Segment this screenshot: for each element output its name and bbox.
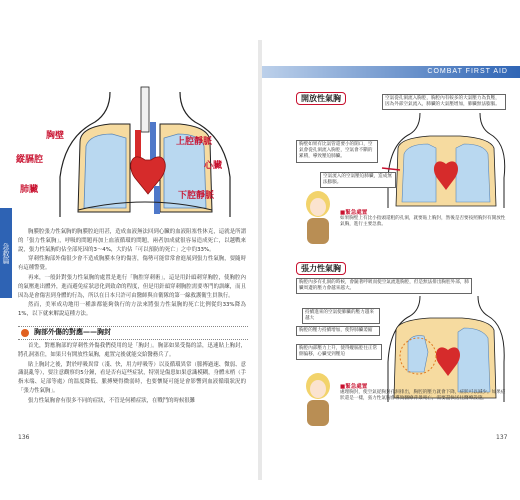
label-ivc: 下腔靜脈 bbox=[178, 190, 215, 200]
inferior-vena-cava bbox=[154, 186, 160, 214]
alert-text: 處理胸封，使空氣從胸封孔洞排出，胸腔的壓力就會下降，症狀可以減少。如果症狀還是一樣，張力性氣胸會導致醫療背景死亡，需要盡快送往醫療設施。 bbox=[340, 390, 506, 402]
note-tension-c: 胸腔內部壓力上升，使得縱膈腔往正常側偏移，心臟受到壓迫 bbox=[296, 344, 382, 360]
alert-text: 如果胸壁上有比小指頭還粗的孔洞，就要貼上胸封，然後是否要按照胸封有開放性氣胸，進行主要急救。 bbox=[340, 216, 506, 228]
label-mediastinum: 縱膈腔 bbox=[16, 154, 44, 164]
chest-anatomy-diagram bbox=[40, 82, 250, 217]
paragraph: 然而，美軍成功地用一種誰都能夠執行的方法來將張力性氣胸的死亡比例從約33%降為1%，以下就來解說這種方法。 bbox=[18, 302, 246, 318]
note-tension-top: 胸腔內多有孔洞的時候，會隨著呼吸而使空氣流進胸腔，但是無法排出胸腔外部，肺臟周邊的壓力會越來越大。 bbox=[296, 278, 472, 294]
character-illustration bbox=[300, 190, 336, 246]
panel-title-open: 開放性氣胸 bbox=[296, 92, 346, 105]
paragraph: 穿刺性胸部外傷很少會不造成胸膜本身的傷害，傷勢可能常常會進展到張力性氣胸，要隨時有這種警覺。 bbox=[18, 256, 246, 272]
lung-left bbox=[84, 134, 126, 208]
panel-title-tension: 張力性氣胸 bbox=[296, 262, 346, 275]
label-lung: 肺臟 bbox=[20, 184, 39, 194]
section-bullet-icon bbox=[21, 329, 29, 337]
banner-text: COMBAT FIRST AID bbox=[427, 68, 508, 75]
chapter-side-tab: 急救篇 bbox=[0, 208, 12, 298]
page-number-left: 136 bbox=[18, 434, 30, 441]
lung-left bbox=[402, 144, 436, 202]
lung-right bbox=[458, 328, 490, 392]
left-body-text bbox=[18, 228, 246, 320]
paragraph: 胸膜腔張力性氣胸的胸膜腔迫用甚，造成血液無法回到心臟的血液阻塞性休克，這就是所謂的「張力性氣胸」，呼吸的問題再加上血液循環的問題，兩者加成就很容易造成死亡，以越戰來說，張力性氣胸約佔全部死因的3～4%，大約佔「可以預防的死亡」之中約33%。 bbox=[18, 229, 246, 253]
paragraph: 張力性氣胸會有很多不同的症狀，不管是何種症狀，在戰鬥的時候很難 bbox=[28, 397, 196, 404]
note-open-top: 空氣從孔洞流入胸腔，胸腔內有較多的大氣壓力為負壓，因為外部空氣流入，肺臟的大氣壓增加，肺臟無法膨脹。 bbox=[382, 94, 506, 110]
lung-right bbox=[456, 144, 490, 202]
note-open-mid: 空氣流入的空氣壓迫肺臟，造成無法膨脹。 bbox=[320, 172, 396, 188]
left-body-text-2 bbox=[18, 342, 246, 407]
paragraph: 首先，對應胸部的穿刺性外傷我們使用的是「胸封」。胸部如果受傷的話，迅速貼上胸封，將孔洞塞住，如果只有開放性氣胸，處置完後就能交給醫務兵了。 bbox=[18, 343, 246, 358]
label-svc: 上腔靜脈 bbox=[176, 136, 213, 146]
note-tension-a: 持續進來的空氣使肺臟的壓力越來越大 bbox=[302, 308, 380, 324]
note-open-left: 胸壁如果有比氣管還要小的開口，空氣會從孔洞流入胸腔，空氣會不斷的累積，導致壓迫肺臟。 bbox=[296, 140, 378, 163]
collapsed-lung bbox=[408, 336, 428, 372]
alert-heading: ■緊急處置 bbox=[340, 384, 368, 390]
note-tension-b: 胸腔的壓力持續增加，使得肺臟萎縮 bbox=[296, 326, 380, 336]
superior-vena-cava bbox=[150, 122, 156, 162]
character-illustration bbox=[300, 372, 336, 428]
open-pneumothorax-diagram bbox=[380, 108, 510, 208]
label-chest-wall: 胸壁 bbox=[46, 130, 65, 140]
trachea bbox=[141, 87, 149, 132]
open-emergency-box bbox=[340, 210, 508, 229]
aorta bbox=[135, 130, 141, 158]
page-number-right: 137 bbox=[496, 434, 508, 441]
section-title: 胸部外傷的對應——胸封 bbox=[34, 328, 111, 336]
paragraph: 貼上胸封之後，對於呼吸異常（淺、快，用力呼吸等）以及循環異常（脈搏過速、微弱、意識混亂等），要注意觀察約5分鐘，看是否有這些症狀，特別是傷患如果意識模糊，身體末梢（手指末端、足部等處）的溫度降低、脈搏變得微弱時，也要懷疑可能是會影響到血液循環狀況的「張力性氣胸」。 bbox=[18, 361, 246, 394]
label-heart: 心臟 bbox=[204, 160, 223, 170]
alert-heading: ■緊急處置 bbox=[340, 210, 368, 216]
tension-emergency-box bbox=[340, 384, 508, 403]
paragraph: 再來，一般針對張力性氣胸的處置是進行「胸腔穿刺術」，這是用針頭刺穿胸腔，使胸腔內的氣壓進出體外，進而避免症狀惡化到致命的程度，但是用針頭穿刺胸腔需要專門的訓練，而且因為是會傷害到身體的行為，所以在日本只許可由醫師與自衛隊的第一線救護衛生員執行。 bbox=[18, 274, 246, 299]
